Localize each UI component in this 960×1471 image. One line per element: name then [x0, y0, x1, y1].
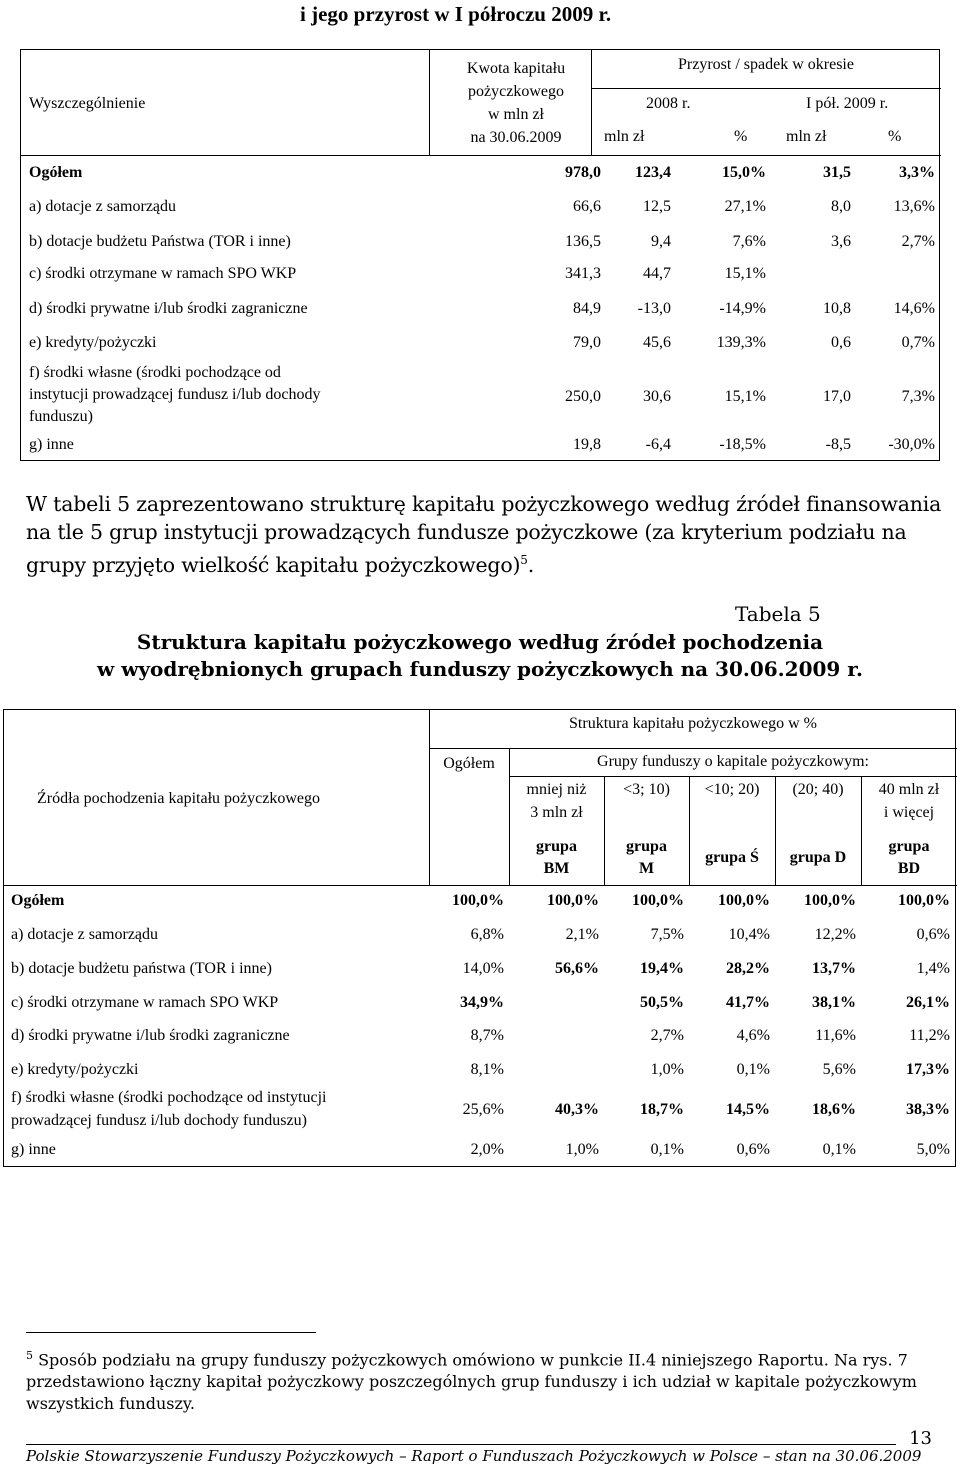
range-bm-2: 3 mln zł	[530, 804, 583, 821]
body-paragraph	[26, 490, 946, 579]
capital-structure-table	[3, 709, 956, 1167]
group-d: grupa D	[789, 849, 847, 866]
header-pct-2008: %	[734, 128, 748, 145]
cell-total: 8,1%	[470, 1061, 504, 1078]
cell-bd: 26,1%	[906, 994, 950, 1011]
cell-mln-2009: 31,5	[823, 164, 851, 181]
footnote-number: 5	[26, 1349, 33, 1362]
header-item: Wyszczególnienie	[29, 95, 146, 112]
header-2008: 2008 r.	[646, 95, 691, 112]
cell-capital: 136,5	[565, 233, 601, 250]
cell-m: 0,1%	[650, 1141, 684, 1158]
row-label: g) inne	[29, 436, 74, 453]
cell-mln-2009: 17,0	[823, 388, 851, 405]
cell-pct-2008: -14,9%	[719, 300, 766, 317]
cell-bm: 2,1%	[565, 926, 599, 943]
row-label: e) kredyty/pożyczki	[11, 1061, 139, 1078]
cell-s: 10,4%	[728, 926, 770, 943]
cell-mln-2009: 3,6	[831, 233, 851, 250]
row-label: c) środki otrzymane w ramach SPO WKP	[29, 265, 297, 282]
grid-line	[509, 776, 957, 777]
cell-pct-2009: 2,7%	[901, 233, 935, 250]
row-label: b) dotacje budżetu Państwa (TOR i inne)	[29, 233, 291, 250]
cell-s: 4,6%	[736, 1027, 770, 1044]
cell-m: 2,7%	[650, 1027, 684, 1044]
footnote-text: Sposób podziału na grupy funduszy pożyczkowych omówiono w punkcie II.4 niniejszego Raportu. Na rys. 7 przedstawiono łączny kapitał pożyczkowy poszczególnych grup funduszy i ich udział w kapitale pożyczkowym wszystkich funduszy.	[26, 1350, 917, 1414]
cell-m: 100,0%	[632, 892, 684, 909]
cell-capital: 341,3	[565, 265, 601, 282]
cell-total: 6,8%	[470, 926, 504, 943]
cell-bd: 5,0%	[916, 1141, 950, 1158]
cell-pct-2008: 15,0%	[722, 164, 766, 181]
cell-m: 50,5%	[640, 994, 684, 1011]
cell-d: 12,2%	[814, 926, 856, 943]
cell-d: 13,7%	[812, 960, 856, 977]
cell-s: 28,2%	[726, 960, 770, 977]
paragraph-text: W tabeli 5 zaprezentowano strukturę kapitału pożyczkowego według źródeł finansowania na tle 5 grup instytucji prowadzących fundusze pożyczkowe (za kryterium podziału na grupy przyjęto wielkość kapitału pożyczkowego)	[26, 492, 942, 577]
cell-d: 38,1%	[812, 994, 856, 1011]
cell-pct-2009: 13,6%	[893, 198, 935, 215]
footnote-separator	[26, 1332, 316, 1333]
cell-bd: 17,3%	[906, 1061, 950, 1078]
paragraph-end: .	[527, 552, 535, 577]
row-label: a) dotacje z samorządu	[11, 926, 159, 943]
row-label: a) dotacje z samorządu	[29, 198, 177, 215]
header-capital-3: w mln zł	[488, 106, 544, 123]
cell-total: 8,7%	[470, 1027, 504, 1044]
cell-m: 1,0%	[650, 1061, 684, 1078]
cell-m: 19,4%	[640, 960, 684, 977]
cell-mln-2008: 123,4	[635, 164, 671, 181]
cell-mln-2009: 10,8	[823, 300, 851, 317]
cell-capital: 79,0	[573, 334, 601, 351]
cell-capital: 66,6	[573, 198, 601, 215]
cell-total: 100,0%	[452, 892, 504, 909]
row-label: d) środki prywatne i/lub środki zagraniczne	[29, 300, 308, 317]
cell-pct-2008: 15,1%	[724, 388, 766, 405]
cell-pct-2009: -30,0%	[888, 436, 935, 453]
cell-mln-2008: -13,0	[637, 300, 671, 317]
cell-capital: 250,0	[565, 388, 601, 405]
cell-mln-2008: -6,4	[645, 436, 671, 453]
row-label: g) inne	[11, 1141, 56, 1158]
row-label: c) środki otrzymane w ramach SPO WKP	[11, 994, 279, 1011]
range-d: (20; 40)	[792, 781, 844, 798]
group-m-2: M	[638, 860, 655, 877]
cell-mln-2008: 12,5	[643, 198, 671, 215]
cell-pct-2008: -18,5%	[719, 436, 766, 453]
cell-m: 7,5%	[650, 926, 684, 943]
row-label-line: f) środki własne (środki pochodzące od	[29, 364, 281, 381]
row-label: Ogółem	[29, 164, 83, 181]
grid-line	[429, 710, 430, 885]
group-bm-1: grupa	[536, 838, 577, 855]
table-title-line-2: w wyodrębnionych grupach funduszy pożyczkowych na 30.06.2009 r.	[97, 657, 863, 681]
footnote	[26, 1345, 941, 1415]
header-change: Przyrost / spadek w okresie	[678, 56, 854, 73]
cell-mln-2009: 8,0	[831, 198, 851, 215]
row-label: e) kredyty/pożyczki	[29, 334, 157, 351]
cell-mln-2008: 9,4	[651, 233, 671, 250]
cell-pct-2009: 3,3%	[899, 164, 935, 181]
cell-bm: 1,0%	[565, 1141, 599, 1158]
row-label: b) dotacje budżetu państwa (TOR i inne)	[11, 960, 272, 977]
cell-bd: 11,2%	[909, 1027, 950, 1044]
cell-total: 14,0%	[462, 960, 504, 977]
cell-capital: 978,0	[565, 164, 601, 181]
cell-bd: 100,0%	[898, 892, 950, 909]
cell-bd: 0,6%	[916, 926, 950, 943]
cell-m: 18,7%	[640, 1101, 684, 1118]
row-label-line: instytucji prowadzącej fundusz i/lub dochody	[29, 386, 321, 403]
header-pct-2009: %	[888, 128, 902, 145]
header-2009: I pół. 2009 r.	[806, 95, 889, 112]
cell-total: 2,0%	[470, 1141, 504, 1158]
table-title-line-1: Struktura kapitału pożyczkowego według źródeł pochodzenia	[136, 630, 824, 654]
cell-pct-2009: 0,7%	[901, 334, 935, 351]
range-bm-1: mniej niż	[526, 781, 587, 798]
cell-total: 34,9%	[460, 994, 504, 1011]
header-source: Źródła pochodzenia kapitału pożyczkowego	[37, 790, 320, 807]
row-label-line: funduszu)	[29, 408, 93, 425]
footnote-ref: 5	[520, 553, 528, 567]
grid-line	[591, 88, 941, 89]
cell-d: 18,6%	[812, 1101, 856, 1118]
footer-separator	[26, 1444, 896, 1445]
page-number: 13	[909, 1428, 932, 1449]
group-bd-1: grupa	[888, 838, 930, 855]
header-total: Ogółem	[443, 755, 495, 772]
cell-s: 41,7%	[726, 994, 770, 1011]
cell-s: 100,0%	[718, 892, 770, 909]
cell-d: 0,1%	[822, 1141, 856, 1158]
range-bd-2: i więcej	[883, 804, 935, 821]
cell-bm: 40,3%	[555, 1101, 599, 1118]
cell-pct-2009: 7,3%	[901, 388, 935, 405]
cell-bd: 1,4%	[916, 960, 950, 977]
cell-d: 100,0%	[804, 892, 856, 909]
cell-bm: 100,0%	[547, 892, 599, 909]
group-bm-2: BM	[543, 860, 570, 877]
group-m-1: grupa	[626, 838, 667, 855]
cell-s: 0,6%	[736, 1141, 770, 1158]
header-capital-1: Kwota kapitału	[466, 60, 566, 77]
grid-line	[429, 50, 430, 155]
cell-bm: 56,6%	[555, 960, 599, 977]
header-groups: Grupy funduszy o kapitale pożyczkowym:	[597, 753, 869, 770]
header-structure: Struktura kapitału pożyczkowego w %	[569, 715, 817, 732]
cell-mln-2009: -8,5	[825, 436, 851, 453]
header-mln-2009: mln zł	[786, 128, 827, 145]
range-bd-1: 40 mln zł	[878, 781, 940, 798]
cell-pct-2008: 27,1%	[724, 198, 766, 215]
cell-bd: 38,3%	[906, 1101, 950, 1118]
page-footer: Polskie Stowarzyszenie Funduszy Pożyczkowych – Raport o Funduszach Pożyczkowych w Polsce – stan na 30.06.2009	[26, 1447, 922, 1465]
range-s: <10; 20)	[704, 781, 760, 798]
range-m: <3; 10)	[623, 781, 670, 798]
grid-line	[21, 155, 941, 156]
row-label-line: prowadzącej fundusz i/lub dochody funduszu)	[11, 1112, 307, 1129]
cell-capital: 19,8	[573, 436, 601, 453]
cell-mln-2009: 0,6	[831, 334, 851, 351]
cell-pct-2008: 15,1%	[724, 265, 766, 282]
header-capital-2: pożyczkowego	[468, 83, 564, 100]
cell-mln-2008: 30,6	[643, 388, 671, 405]
section-heading: i jego przyrost w I półroczu 2009 r.	[300, 2, 612, 26]
cell-s: 0,1%	[736, 1061, 770, 1078]
table-label: Tabela 5	[735, 602, 821, 626]
grid-line	[4, 885, 957, 886]
cell-mln-2008: 44,7	[643, 265, 671, 282]
cell-pct-2008: 7,6%	[732, 233, 766, 250]
cell-total: 25,6%	[462, 1101, 504, 1118]
group-s: grupa Ś	[705, 849, 759, 866]
row-label-line: f) środki własne (środki pochodzące od instytucji	[11, 1089, 327, 1106]
row-label: d) środki prywatne i/lub środki zagraniczne	[11, 1027, 290, 1044]
cell-mln-2008: 45,6	[643, 334, 671, 351]
cell-capital: 84,9	[573, 300, 601, 317]
capital-growth-table	[20, 49, 940, 461]
group-bd-2: BD	[897, 860, 921, 877]
cell-d: 5,6%	[822, 1061, 856, 1078]
cell-pct-2009: 14,6%	[893, 300, 935, 317]
header-capital-4: na 30.06.2009	[470, 129, 562, 146]
cell-d: 11,6%	[815, 1027, 856, 1044]
cell-s: 14,5%	[726, 1101, 770, 1118]
header-mln-2008: mln zł	[604, 128, 645, 145]
cell-pct-2008: 139,3%	[716, 334, 766, 351]
row-label: Ogółem	[11, 892, 65, 909]
